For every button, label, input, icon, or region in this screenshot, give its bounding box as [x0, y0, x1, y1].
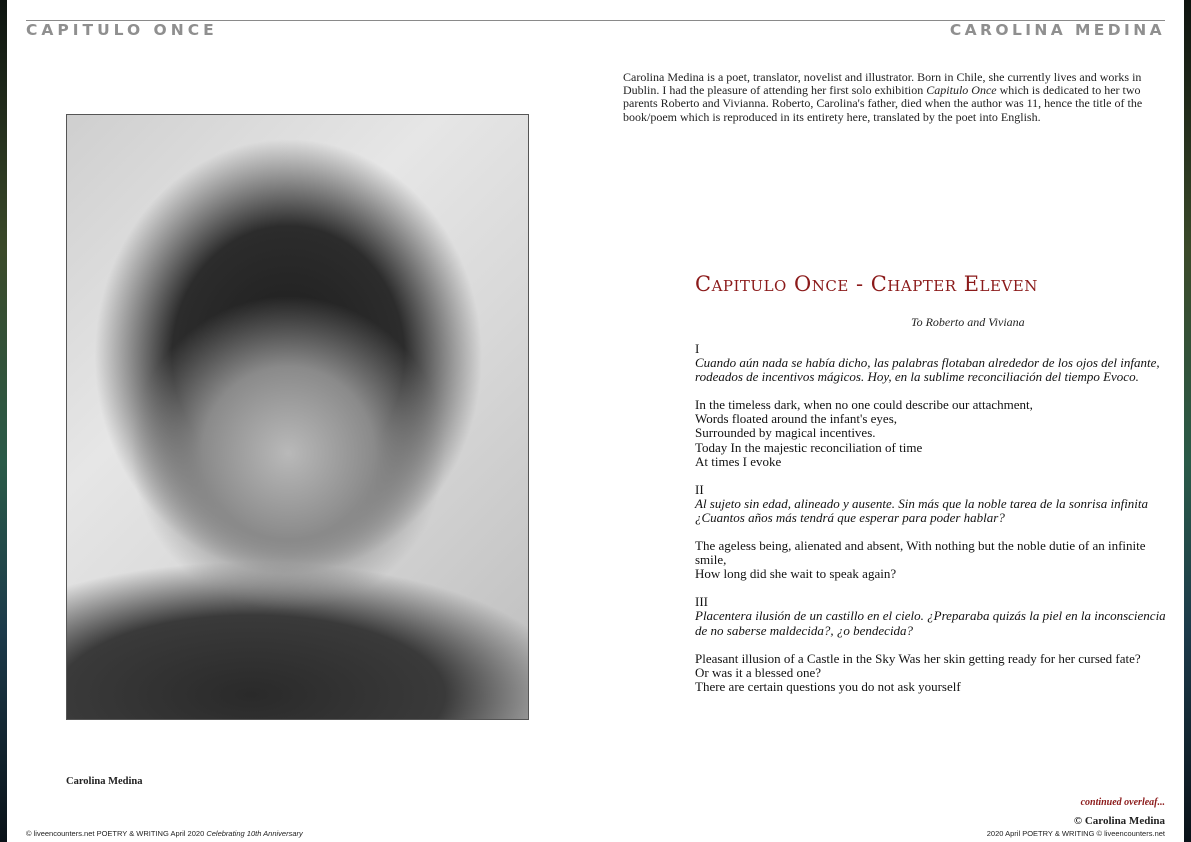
poem-line: Words floated around the infant's eyes, [695, 411, 898, 427]
right-edge-decoration [1184, 0, 1191, 842]
poem-line: At times I evoke [695, 453, 782, 469]
photo-caption: Carolina Medina [66, 776, 143, 787]
stanza [695, 595, 1169, 694]
footer-left: © liveencounters.net POETRY & WRITING April 2020 Celebrating 10th Anniversary [26, 829, 303, 838]
footer-right: 2020 April POETRY & WRITING © liveencounters.net [986, 829, 1165, 838]
stanza-number: II [695, 481, 704, 497]
intro-emphasis: Capitulo Once [926, 83, 997, 98]
stanza-number: III [695, 594, 708, 610]
poem-line: Surrounded by magical incentives. [695, 425, 876, 441]
header-left: CAPITULO ONCE [26, 21, 218, 39]
stanza-english [695, 652, 1169, 694]
stanza [695, 342, 1169, 469]
continued-note: continued overleaf... [1080, 797, 1165, 808]
intro-paragraph: Carolina Medina is a poet, translator, novelist and illustrator. Born in Chile, she currently lives and works in Dublin. I had the pleasure of attending her first solo exhibition Capitulo Once which is dedicated to her two parents Roberto and Vivianna. Roberto, Carolina's father, died when the author was 11, hence the title of the book/poem which is reproduced in its entirety here, translated by the poet into English. [623, 70, 1143, 124]
author-photo [66, 114, 529, 720]
left-edge-decoration [0, 0, 7, 842]
stanza [695, 483, 1169, 582]
poem-line: Today In the majestic reconciliation of time [695, 439, 923, 455]
stanza-english [695, 539, 1169, 581]
poem-line: The ageless being, alienated and absent, With nothing but the noble dutie of an infinite smile, [695, 538, 1146, 568]
poem-dedication: To Roberto and Viviana [911, 315, 1025, 329]
poem-line: There are certain questions you do not ask yourself [695, 678, 961, 694]
poem-line: How long did she wait to speak again? [695, 566, 897, 582]
poem-body [695, 342, 1169, 708]
stanza-english [695, 398, 1169, 468]
poem-line: Pleasant illusion of a Castle in the Sky Was her skin getting ready for her cursed fate? [695, 650, 1141, 666]
poem-title: Capitulo Once - Chapter Eleven [695, 272, 1038, 296]
magazine-page [7, 0, 1184, 842]
stanza-spanish: Cuando aún nada se había dicho, las palabras flotaban alrededor de los ojos del infante, rodeados de incentivos mágicos. Hoy, en la sublime reconciliación del tiempo Evoco. [695, 355, 1160, 385]
poem-line: In the timeless dark, when no one could describe our attachment, [695, 397, 1033, 413]
header-right: CAROLINA MEDINA [949, 21, 1165, 39]
stanza-spanish: Al sujeto sin edad, alineado y ausente. Sin más que la noble tarea de la sonrisa infinita ¿Cuantos años más tendrá que esperar para poder hablar? [695, 495, 1149, 525]
copyright-notice: © Carolina Medina [1073, 815, 1165, 827]
poem-line: Or was it a blessed one? [695, 664, 821, 680]
stanza-number: I [695, 341, 700, 356]
stanza-spanish: Placentera ilusión de un castillo en el cielo. ¿Preparaba quizás la piel en la inconsciencia de no saberse maldecida?, ¿o bendecida? [695, 608, 1166, 638]
